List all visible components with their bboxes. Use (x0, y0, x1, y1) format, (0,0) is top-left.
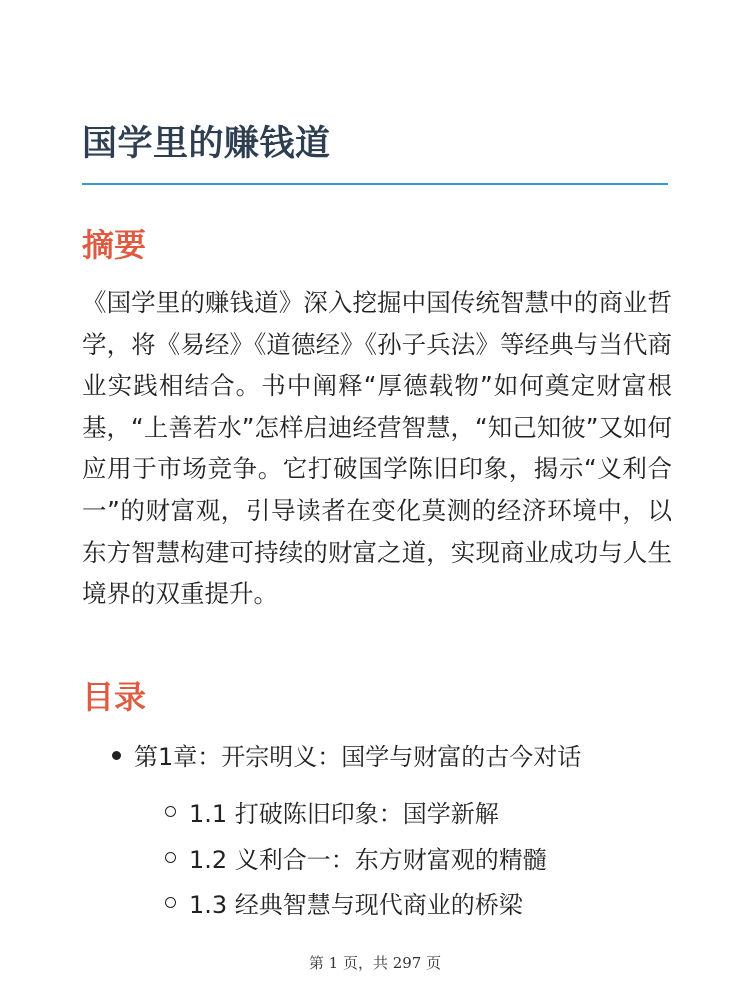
bullet-disc-icon (112, 751, 121, 760)
document-title: 国学里的赚钱道 (82, 124, 331, 164)
toc-section-label: 1.2 义利合一：东方财富观的精髓 (189, 846, 547, 874)
toc-heading: 目录 (82, 678, 147, 716)
abstract-paragraph: 《国学里的赚钱道》深入挖掘中国传统智慧中的商业哲学，将《易经》《道德经》《孙子兵法》等经典与当代商业实践相结合。书中阐释“厚德载物”如何奠定财富根基，“上善若水”怎样启迪经营智慧，“知己知彼”又如何应用于市场竞争。它打破国学陈旧印象，揭示“义利合一”的财富观，引导读者在变化莫测的经济环境中，以东方智慧构建可持续的财富之道，实现商业成功与人生境界的双重提升。 (82, 288, 672, 609)
abstract-heading: 摘要 (82, 226, 147, 264)
toc-chapter-item (112, 737, 581, 772)
toc-section-label: 1.1 打破陈旧印象：国学新解 (189, 800, 499, 828)
bullet-circle-icon (165, 852, 176, 863)
toc-chapter-label: 第1章：开宗明义：国学与财富的古今对话 (134, 743, 582, 771)
toc-section-label: 1.3 经典智慧与现代商业的桥梁 (189, 891, 523, 919)
toc-section-item (165, 840, 547, 875)
page-number: 第 1 页，共 297 页 (308, 954, 442, 972)
bullet-circle-icon (165, 897, 176, 908)
toc-section-item (165, 794, 499, 829)
toc-section-item (165, 885, 523, 920)
title-divider (82, 183, 668, 185)
bullet-circle-icon (165, 806, 176, 817)
